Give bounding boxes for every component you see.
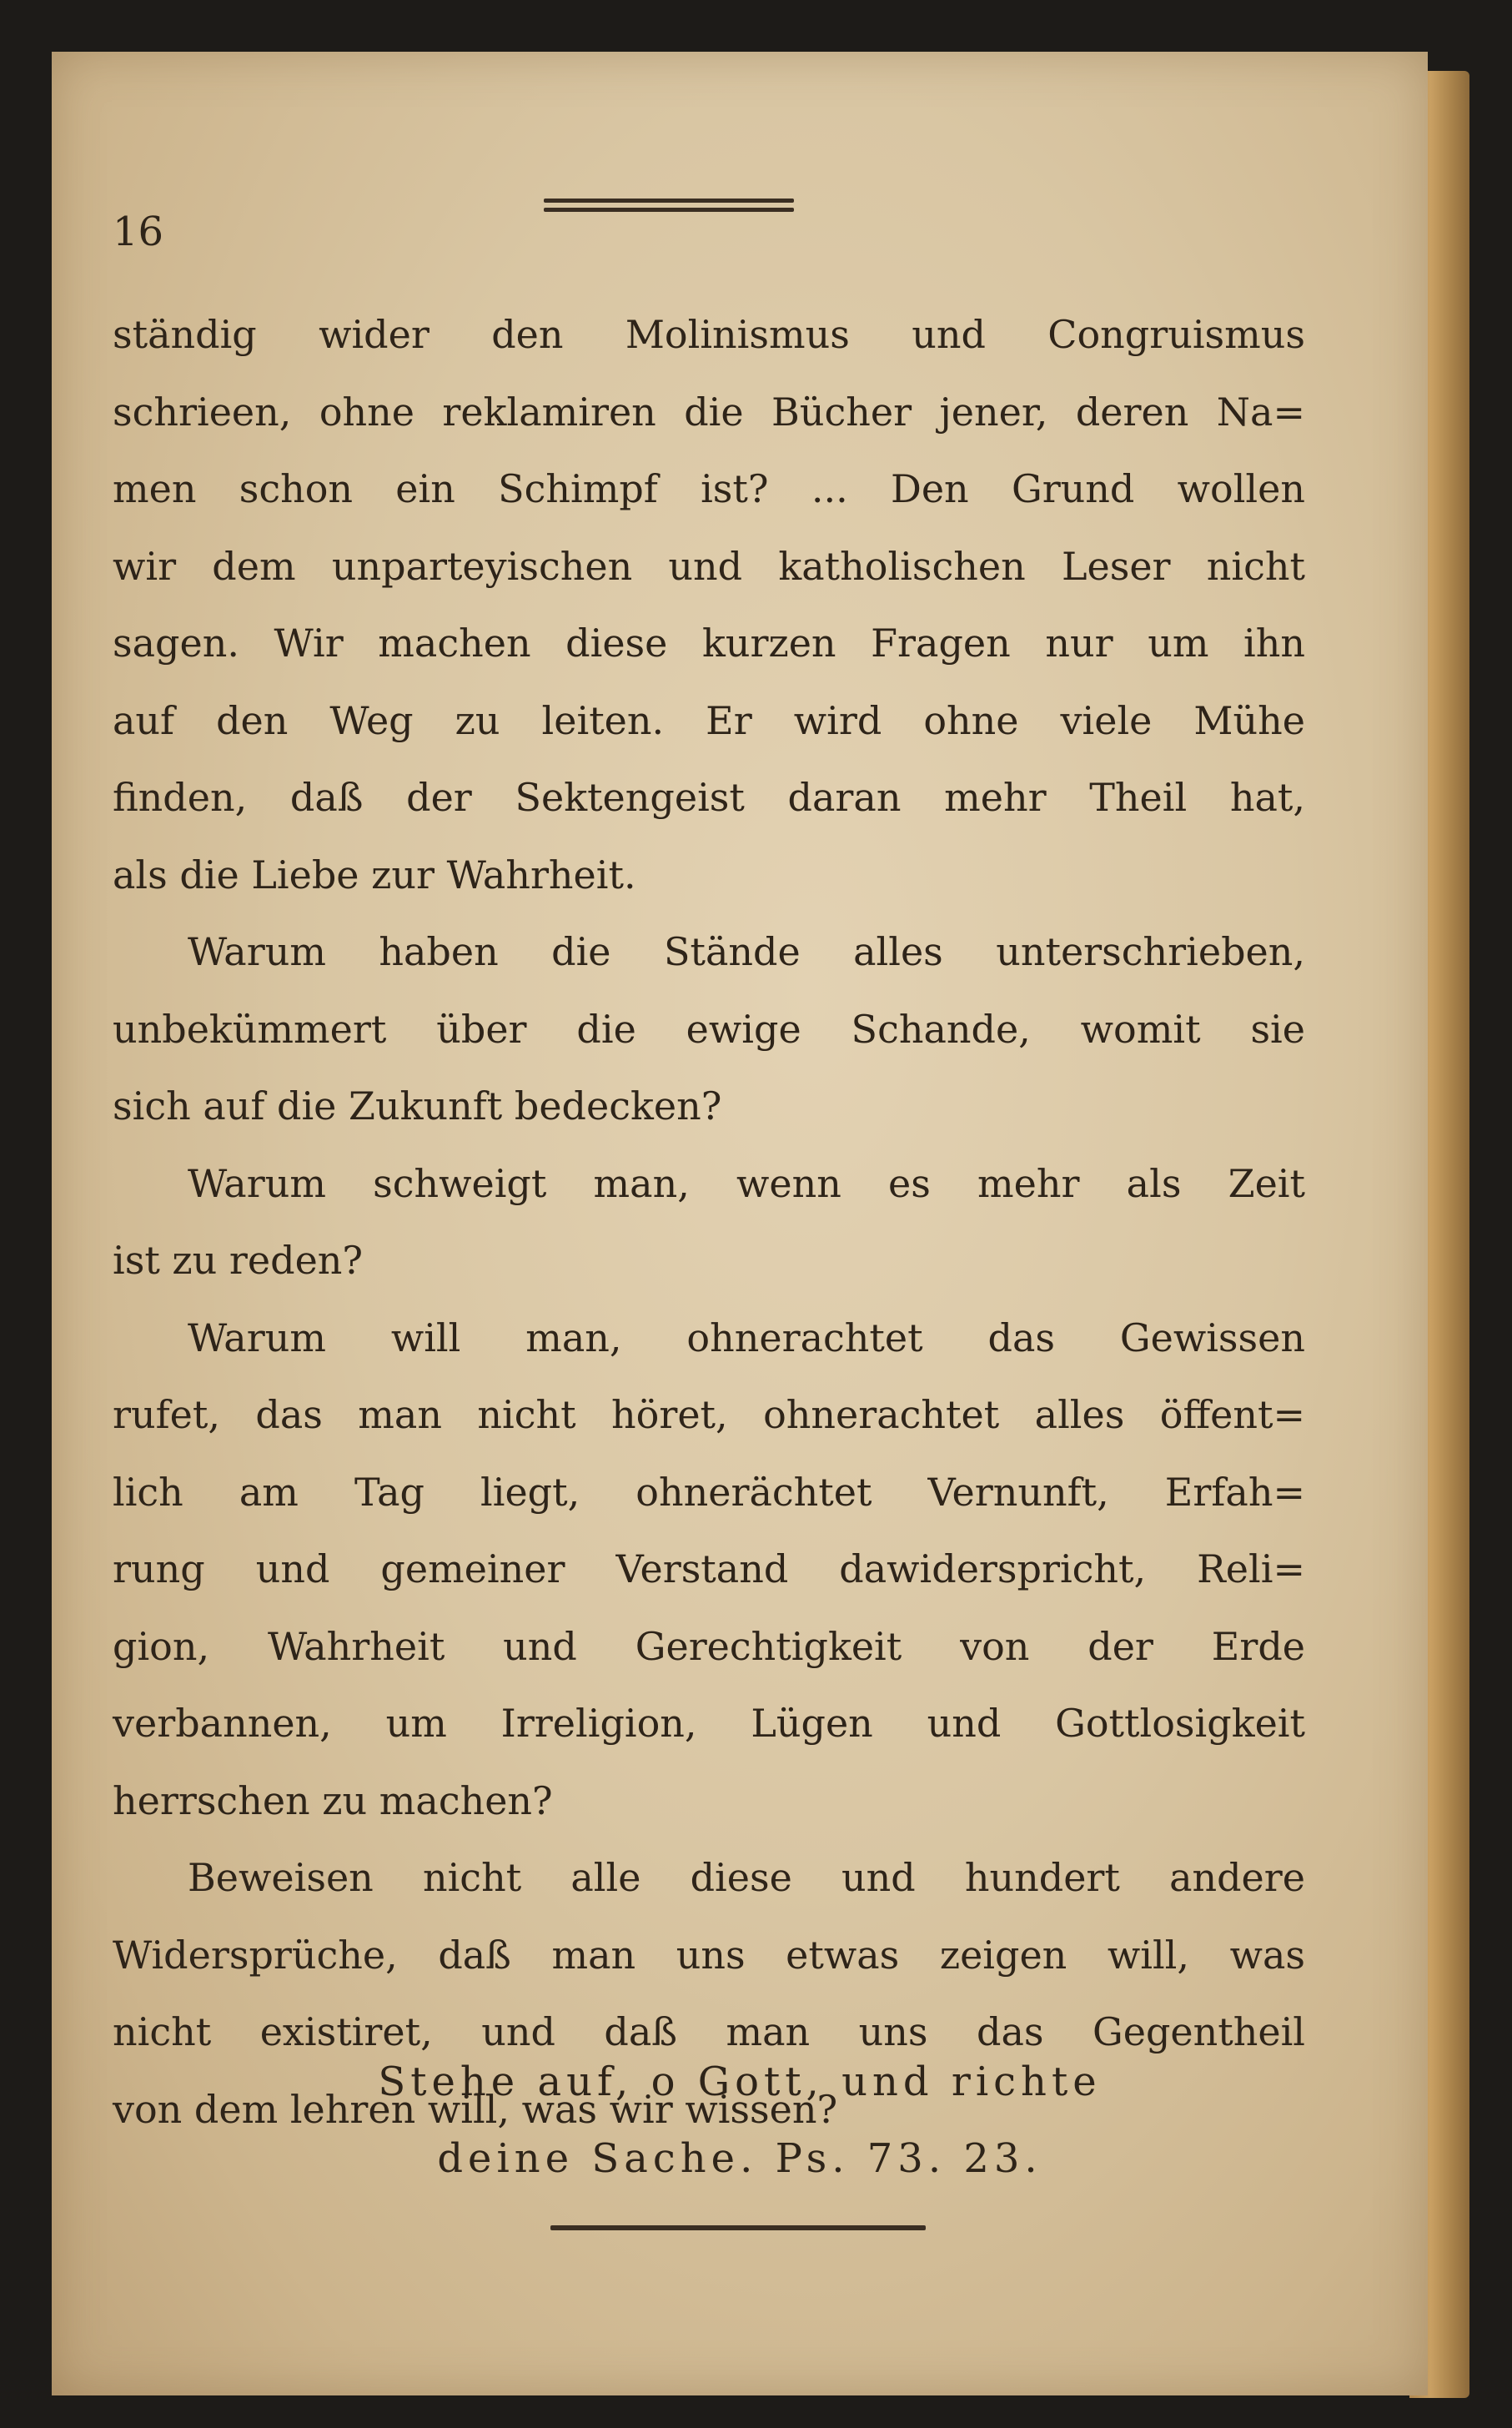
- text-line: rung und gemeiner Verstand dawiderspricht, Reli=: [113, 1546, 1305, 1591]
- text-line: Warum will man, ohnerachtet das Gewissen: [188, 1315, 1305, 1360]
- text-line: wir dem unparteyischen und katholischen Leser nicht: [113, 543, 1305, 589]
- text-line: gion, Wahrheit und Gerechtigkeit von der Erde: [113, 1623, 1305, 1669]
- text-line: Beweisen nicht alle diese und hundert andere: [188, 1855, 1305, 1900]
- text-line: lich am Tag liegt, ohnerächtet Vernunft, Erfah=: [113, 1469, 1305, 1515]
- text-line: Widersprüche, daß man uns etwas zeigen will, was: [113, 1932, 1305, 1978]
- verse-line: Stehe auf, o Gott, und richte: [378, 2059, 1102, 2105]
- text-line: sagen. Wir machen diese kurzen Fragen nur um ihn: [113, 621, 1305, 666]
- text-line: ständig wider den Molinismus und Congruismus: [113, 312, 1305, 357]
- text-line: unbekümmert über die ewige Schande, womit sie: [113, 1006, 1305, 1052]
- footer-rule: [550, 2225, 926, 2230]
- text-line: von dem lehren will, was wir wissen?: [113, 2086, 838, 2132]
- text-line: als die Liebe zur Wahrheit.: [113, 852, 636, 897]
- text-line: ist zu reden?: [113, 1238, 364, 1283]
- page-number: 16: [113, 209, 164, 255]
- text-line: men schon ein Schimpf ist? ... Den Grund wollen: [113, 466, 1305, 511]
- text-line: schrieen, ohne reklamiren die Bücher jener, deren Na=: [113, 389, 1305, 435]
- text-line: auf den Weg zu leiten. Er wird ohne viele Mühe: [113, 697, 1305, 743]
- text-line: herrschen zu machen?: [113, 1777, 553, 1823]
- text-line: Warum haben die Stände alles unterschrieben,: [188, 929, 1305, 974]
- text-line: Warum schweigt man, wenn es mehr als Zeit: [188, 1160, 1305, 1206]
- verse-reference: deine Sache. Ps. 73. 23.: [437, 2135, 1042, 2182]
- text-line: finden, daß der Sektengeist daran mehr Theil hat,: [113, 775, 1305, 820]
- header-rule: [544, 199, 794, 217]
- text-line: rufet, das man nicht höret, ohnerachtet alles öffent=: [113, 1392, 1305, 1437]
- body-text: [113, 296, 1305, 2148]
- text-line: verbannen, um Irreligion, Lügen und Gottlosigkeit: [113, 1701, 1305, 1746]
- text-line: sich auf die Zukunft bedecken?: [113, 1083, 722, 1129]
- text-line: nicht existiret, und daß man uns das Gegentheil: [113, 2009, 1305, 2054]
